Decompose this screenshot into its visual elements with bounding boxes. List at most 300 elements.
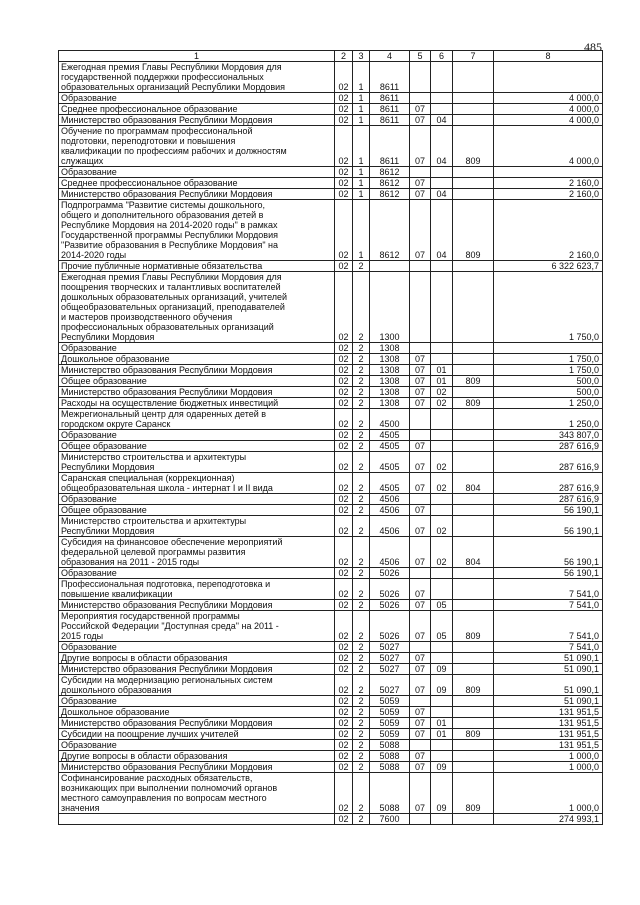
row-sum-cell: 4 000,0	[494, 115, 603, 126]
row-code-3: 2	[353, 376, 370, 387]
row-code-6: 02	[431, 473, 453, 494]
row-name-cell: Дошкольное образование	[59, 707, 335, 718]
row-code-6: 02	[431, 387, 453, 398]
row-code-7: 809	[453, 398, 494, 409]
row-code-5	[410, 814, 431, 825]
row-name-cell: Министерство строительства и архитектуры Республики Мордовия	[59, 452, 335, 473]
table-row	[59, 707, 603, 718]
row-code-4: 7600	[370, 814, 410, 825]
row-sum-cell: 7 541,0	[494, 579, 603, 600]
table-row	[59, 675, 603, 696]
row-name-cell: Министерство образования Республики Мордовия	[59, 189, 335, 200]
row-code-7: 809	[453, 200, 494, 261]
row-sum-cell: 1 000,0	[494, 773, 603, 814]
table-row	[59, 343, 603, 354]
row-sum-cell: 274 993,1	[494, 814, 603, 825]
row-sum-cell: 1 750,0	[494, 365, 603, 376]
row-name-cell: Расходы на осуществление бюджетных инвестиций	[59, 398, 335, 409]
row-code-6: 02	[431, 516, 453, 537]
row-code-7	[453, 600, 494, 611]
row-code-3: 2	[353, 729, 370, 740]
row-code-2: 02	[335, 707, 353, 718]
row-code-4: 4506	[370, 537, 410, 568]
row-code-4: 8611	[370, 62, 410, 93]
row-code-4: 5026	[370, 568, 410, 579]
table-row	[59, 773, 603, 814]
row-name-cell: Образование	[59, 494, 335, 505]
row-code-4: 5088	[370, 762, 410, 773]
row-code-6	[431, 261, 453, 272]
row-code-7	[453, 579, 494, 600]
row-sum-cell: 6 322 623,7	[494, 261, 603, 272]
row-name-cell: Профессиональная подготовка, переподготовка и повышение квалификации	[59, 579, 335, 600]
row-code-2: 02	[335, 579, 353, 600]
row-code-2: 02	[335, 115, 353, 126]
row-sum-cell: 1 000,0	[494, 762, 603, 773]
row-code-4: 8612	[370, 167, 410, 178]
row-code-4: 5027	[370, 664, 410, 675]
table-row	[59, 579, 603, 600]
row-code-4: 4505	[370, 473, 410, 494]
row-code-3: 2	[353, 675, 370, 696]
row-code-4: 4506	[370, 505, 410, 516]
row-code-3: 1	[353, 104, 370, 115]
row-name-cell: Обучение по программам профессиональной подготовки, переподготовки и повышения квалификации по профессиям рабочих и должностям служащих	[59, 126, 335, 167]
row-code-4: 5088	[370, 751, 410, 762]
row-code-3: 2	[353, 387, 370, 398]
row-code-2: 02	[335, 376, 353, 387]
row-sum-cell: 4 000,0	[494, 126, 603, 167]
row-code-5	[410, 272, 431, 343]
table-row	[59, 167, 603, 178]
row-code-4: 1308	[370, 376, 410, 387]
row-code-2: 02	[335, 430, 353, 441]
row-code-3: 1	[353, 167, 370, 178]
row-code-3: 2	[353, 740, 370, 751]
row-code-3: 2	[353, 365, 370, 376]
row-name-cell: Образование	[59, 740, 335, 751]
table-body	[59, 62, 603, 825]
row-sum-cell: 287 616,9	[494, 494, 603, 505]
row-code-5: 07	[410, 473, 431, 494]
row-code-6	[431, 814, 453, 825]
row-code-2: 02	[335, 93, 353, 104]
row-name-cell: Мероприятия государственной программы Российской Федерации "Доступная среда" на 2011 - 2015 годы	[59, 611, 335, 642]
row-code-3: 2	[353, 473, 370, 494]
table-row	[59, 740, 603, 751]
row-sum-cell: 2 160,0	[494, 200, 603, 261]
row-code-7	[453, 387, 494, 398]
row-code-2: 02	[335, 167, 353, 178]
row-code-4: 1300	[370, 272, 410, 343]
row-code-3: 2	[353, 751, 370, 762]
row-code-2: 02	[335, 814, 353, 825]
row-code-2: 02	[335, 343, 353, 354]
row-code-6	[431, 579, 453, 600]
row-code-6	[431, 354, 453, 365]
row-name-cell: Подпрограмма "Развитие системы дошкольного, общего и дополнительного образования детей в Республике Мордовия на 2014-2020 годы" в рамках Государственной программы Республики Мордовия "Развитие образования в Республике Мордовия" на 2014-2020 годы	[59, 200, 335, 261]
row-code-3: 2	[353, 773, 370, 814]
row-code-2: 02	[335, 272, 353, 343]
row-code-4: 1308	[370, 398, 410, 409]
row-code-7: 804	[453, 537, 494, 568]
row-code-7	[453, 696, 494, 707]
row-code-7	[453, 505, 494, 516]
table-row	[59, 696, 603, 707]
row-code-2: 02	[335, 62, 353, 93]
table-row	[59, 387, 603, 398]
row-code-4: 8611	[370, 93, 410, 104]
row-name-cell: Саранская специальная (коррекционная) общеобразовательная школа - интернат I и II вида	[59, 473, 335, 494]
row-code-7: 809	[453, 675, 494, 696]
row-code-2: 02	[335, 178, 353, 189]
header-col-8: 8	[494, 51, 603, 62]
row-code-7	[453, 494, 494, 505]
row-code-7: 809	[453, 611, 494, 642]
row-code-2: 02	[335, 600, 353, 611]
row-code-5: 07	[410, 751, 431, 762]
row-code-2: 02	[335, 718, 353, 729]
row-code-6: 02	[431, 452, 453, 473]
row-name-cell: Общее образование	[59, 505, 335, 516]
row-code-3: 2	[353, 430, 370, 441]
table-row	[59, 62, 603, 93]
row-code-4: 8611	[370, 115, 410, 126]
row-code-7	[453, 642, 494, 653]
header-col-6: 6	[431, 51, 453, 62]
row-code-4: 1308	[370, 354, 410, 365]
row-code-3: 1	[353, 62, 370, 93]
row-code-3: 2	[353, 505, 370, 516]
row-name-cell	[59, 814, 335, 825]
row-code-3: 2	[353, 343, 370, 354]
row-code-4: 5088	[370, 773, 410, 814]
table-row	[59, 600, 603, 611]
row-code-7	[453, 568, 494, 579]
row-name-cell: Образование	[59, 642, 335, 653]
row-code-3: 2	[353, 409, 370, 430]
table-row	[59, 814, 603, 825]
row-code-5: 07	[410, 729, 431, 740]
row-code-7	[453, 365, 494, 376]
row-code-5	[410, 696, 431, 707]
row-code-5: 07	[410, 115, 431, 126]
row-code-6	[431, 93, 453, 104]
table-row	[59, 398, 603, 409]
row-sum-cell: 4 000,0	[494, 104, 603, 115]
table-row	[59, 653, 603, 664]
row-code-5: 07	[410, 718, 431, 729]
row-code-7	[453, 178, 494, 189]
row-code-3: 2	[353, 494, 370, 505]
row-code-6: 09	[431, 664, 453, 675]
row-sum-cell: 4 000,0	[494, 93, 603, 104]
row-code-7	[453, 441, 494, 452]
row-code-3: 1	[353, 200, 370, 261]
header-col-3: 3	[353, 51, 370, 62]
row-code-5	[410, 343, 431, 354]
row-name-cell: Прочие публичные нормативные обязательства	[59, 261, 335, 272]
row-code-5: 07	[410, 387, 431, 398]
row-code-5	[410, 642, 431, 653]
row-code-5: 07	[410, 579, 431, 600]
row-sum-cell: 7 541,0	[494, 642, 603, 653]
row-code-6: 04	[431, 200, 453, 261]
row-code-4: 5088	[370, 740, 410, 751]
row-code-4: 4505	[370, 452, 410, 473]
row-name-cell: Субсидии на модернизацию региональных систем дошкольного образования	[59, 675, 335, 696]
row-sum-cell: 56 190,1	[494, 516, 603, 537]
budget-table	[58, 50, 603, 825]
table-row	[59, 611, 603, 642]
row-code-4: 8611	[370, 104, 410, 115]
row-code-2: 02	[335, 653, 353, 664]
row-code-4: 5059	[370, 707, 410, 718]
table-row	[59, 642, 603, 653]
row-code-7: 809	[453, 126, 494, 167]
budget-table-container	[58, 50, 602, 825]
row-name-cell: Среднее профессиональное образование	[59, 104, 335, 115]
row-code-5	[410, 409, 431, 430]
row-code-6: 01	[431, 718, 453, 729]
table-row	[59, 516, 603, 537]
row-code-6	[431, 653, 453, 664]
row-code-2: 02	[335, 516, 353, 537]
row-code-3: 2	[353, 537, 370, 568]
row-code-2: 02	[335, 568, 353, 579]
row-name-cell: Образование	[59, 696, 335, 707]
header-col-4: 4	[370, 51, 410, 62]
row-code-3: 2	[353, 600, 370, 611]
row-code-3: 1	[353, 93, 370, 104]
page-number: 485	[584, 40, 602, 54]
row-sum-cell	[494, 343, 603, 354]
row-code-2: 02	[335, 441, 353, 452]
row-code-5: 07	[410, 452, 431, 473]
row-sum-cell: 51 090,1	[494, 696, 603, 707]
row-code-5: 07	[410, 104, 431, 115]
row-code-2: 02	[335, 126, 353, 167]
row-code-6: 09	[431, 773, 453, 814]
row-code-2: 02	[335, 494, 353, 505]
row-code-3: 2	[353, 272, 370, 343]
row-sum-cell: 500,0	[494, 376, 603, 387]
row-code-5: 07	[410, 762, 431, 773]
row-sum-cell: 7 541,0	[494, 611, 603, 642]
row-code-5: 07	[410, 664, 431, 675]
row-name-cell: Субсидия на финансовое обеспечение мероприятий федеральной целевой программы развития образования на 2011 - 2015 годы	[59, 537, 335, 568]
row-code-3: 2	[353, 398, 370, 409]
row-name-cell: Министерство образования Республики Мордовия	[59, 600, 335, 611]
row-code-6	[431, 707, 453, 718]
row-code-7	[453, 452, 494, 473]
row-code-5	[410, 167, 431, 178]
row-code-6: 04	[431, 115, 453, 126]
row-sum-cell: 56 190,1	[494, 537, 603, 568]
table-row	[59, 178, 603, 189]
row-code-3: 2	[353, 516, 370, 537]
row-code-6: 02	[431, 398, 453, 409]
row-sum-cell: 287 616,9	[494, 441, 603, 452]
header-col-1: 1	[59, 51, 335, 62]
row-code-3: 2	[353, 611, 370, 642]
row-code-7	[453, 167, 494, 178]
header-col-2: 2	[335, 51, 353, 62]
row-code-6: 02	[431, 537, 453, 568]
row-sum-cell: 51 090,1	[494, 675, 603, 696]
row-code-7	[453, 430, 494, 441]
row-code-2: 02	[335, 104, 353, 115]
row-code-7	[453, 814, 494, 825]
table-row	[59, 430, 603, 441]
row-code-5: 07	[410, 537, 431, 568]
row-code-2: 02	[335, 773, 353, 814]
row-sum-cell: 1 250,0	[494, 409, 603, 430]
row-code-5: 07	[410, 773, 431, 814]
row-code-7	[453, 261, 494, 272]
row-sum-cell: 2 160,0	[494, 178, 603, 189]
header-col-7: 7	[453, 51, 494, 62]
row-code-7	[453, 653, 494, 664]
row-code-4: 5027	[370, 675, 410, 696]
row-code-6	[431, 430, 453, 441]
row-code-6: 05	[431, 600, 453, 611]
row-name-cell: Министерство строительства и архитектуры Республики Мордовия	[59, 516, 335, 537]
table-row	[59, 189, 603, 200]
row-code-5: 07	[410, 675, 431, 696]
row-code-2: 02	[335, 740, 353, 751]
table-row	[59, 354, 603, 365]
row-code-2: 02	[335, 505, 353, 516]
row-code-2: 02	[335, 473, 353, 494]
row-name-cell: Софинансирование расходных обязательств, возникающих при выполнении полномочий органов местного самоуправления по вопросам местного значения	[59, 773, 335, 814]
row-code-6	[431, 178, 453, 189]
row-code-2: 02	[335, 200, 353, 261]
row-code-2: 02	[335, 762, 353, 773]
row-code-2: 02	[335, 387, 353, 398]
row-code-6	[431, 167, 453, 178]
row-sum-cell: 287 616,9	[494, 452, 603, 473]
row-code-2: 02	[335, 537, 353, 568]
table-row	[59, 537, 603, 568]
row-code-3: 2	[353, 354, 370, 365]
row-code-2: 02	[335, 751, 353, 762]
row-sum-cell: 1 000,0	[494, 751, 603, 762]
row-code-2: 02	[335, 452, 353, 473]
row-name-cell: Общее образование	[59, 376, 335, 387]
row-code-5	[410, 568, 431, 579]
row-code-6	[431, 751, 453, 762]
row-sum-cell: 1 750,0	[494, 272, 603, 343]
row-name-cell: Межрегиональный центр для одаренных детей в городском округе Саранск	[59, 409, 335, 430]
row-code-6	[431, 104, 453, 115]
row-code-5: 07	[410, 398, 431, 409]
row-code-6: 01	[431, 729, 453, 740]
row-code-4: 5026	[370, 611, 410, 642]
table-row	[59, 762, 603, 773]
table-row	[59, 441, 603, 452]
table-row	[59, 93, 603, 104]
row-code-2: 02	[335, 642, 353, 653]
row-sum-cell	[494, 167, 603, 178]
row-code-7: 809	[453, 376, 494, 387]
row-code-2: 02	[335, 189, 353, 200]
row-code-6: 05	[431, 611, 453, 642]
row-code-7	[453, 718, 494, 729]
row-name-cell: Другие вопросы в области образования	[59, 653, 335, 664]
row-code-3: 2	[353, 664, 370, 675]
row-code-5: 07	[410, 516, 431, 537]
row-code-5: 07	[410, 505, 431, 516]
row-code-7	[453, 104, 494, 115]
row-code-2: 02	[335, 664, 353, 675]
row-code-4: 4500	[370, 409, 410, 430]
row-code-6	[431, 642, 453, 653]
row-code-3: 2	[353, 696, 370, 707]
row-code-5: 07	[410, 707, 431, 718]
row-name-cell: Другие вопросы в области образования	[59, 751, 335, 762]
row-sum-cell: 7 541,0	[494, 600, 603, 611]
row-code-7	[453, 272, 494, 343]
row-code-5: 07	[410, 354, 431, 365]
row-sum-cell: 1 250,0	[494, 398, 603, 409]
row-code-7	[453, 343, 494, 354]
table-row	[59, 115, 603, 126]
row-code-7	[453, 751, 494, 762]
row-sum-cell: 343 807,0	[494, 430, 603, 441]
row-sum-cell: 51 090,1	[494, 653, 603, 664]
row-code-4: 5059	[370, 729, 410, 740]
row-code-3: 2	[353, 579, 370, 600]
row-sum-cell: 2 160,0	[494, 189, 603, 200]
row-code-6: 01	[431, 365, 453, 376]
row-name-cell: Министерство образования Республики Мордовия	[59, 664, 335, 675]
row-sum-cell: 1 750,0	[494, 354, 603, 365]
row-code-7	[453, 189, 494, 200]
row-name-cell: Министерство образования Республики Мордовия	[59, 387, 335, 398]
row-code-6	[431, 696, 453, 707]
row-name-cell: Образование	[59, 568, 335, 579]
row-name-cell: Образование	[59, 343, 335, 354]
row-code-3: 2	[353, 653, 370, 664]
row-sum-cell: 51 090,1	[494, 664, 603, 675]
table-row	[59, 664, 603, 675]
row-code-5: 07	[410, 376, 431, 387]
row-sum-cell: 500,0	[494, 387, 603, 398]
row-sum-cell: 56 190,1	[494, 568, 603, 579]
row-code-3: 2	[353, 452, 370, 473]
row-code-5	[410, 62, 431, 93]
row-code-4: 1308	[370, 387, 410, 398]
row-sum-cell: 287 616,9	[494, 473, 603, 494]
row-code-2: 02	[335, 409, 353, 430]
table-row	[59, 104, 603, 115]
row-code-4: 4505	[370, 430, 410, 441]
row-code-4: 5027	[370, 642, 410, 653]
row-code-6	[431, 409, 453, 430]
row-code-3: 2	[353, 814, 370, 825]
row-code-5: 07	[410, 600, 431, 611]
row-code-4: 8612	[370, 200, 410, 261]
table-row	[59, 568, 603, 579]
row-code-2: 02	[335, 261, 353, 272]
row-code-6: 01	[431, 376, 453, 387]
row-code-3: 2	[353, 707, 370, 718]
row-sum-cell	[494, 62, 603, 93]
row-code-4: 4506	[370, 516, 410, 537]
row-code-5	[410, 740, 431, 751]
row-code-3: 2	[353, 718, 370, 729]
